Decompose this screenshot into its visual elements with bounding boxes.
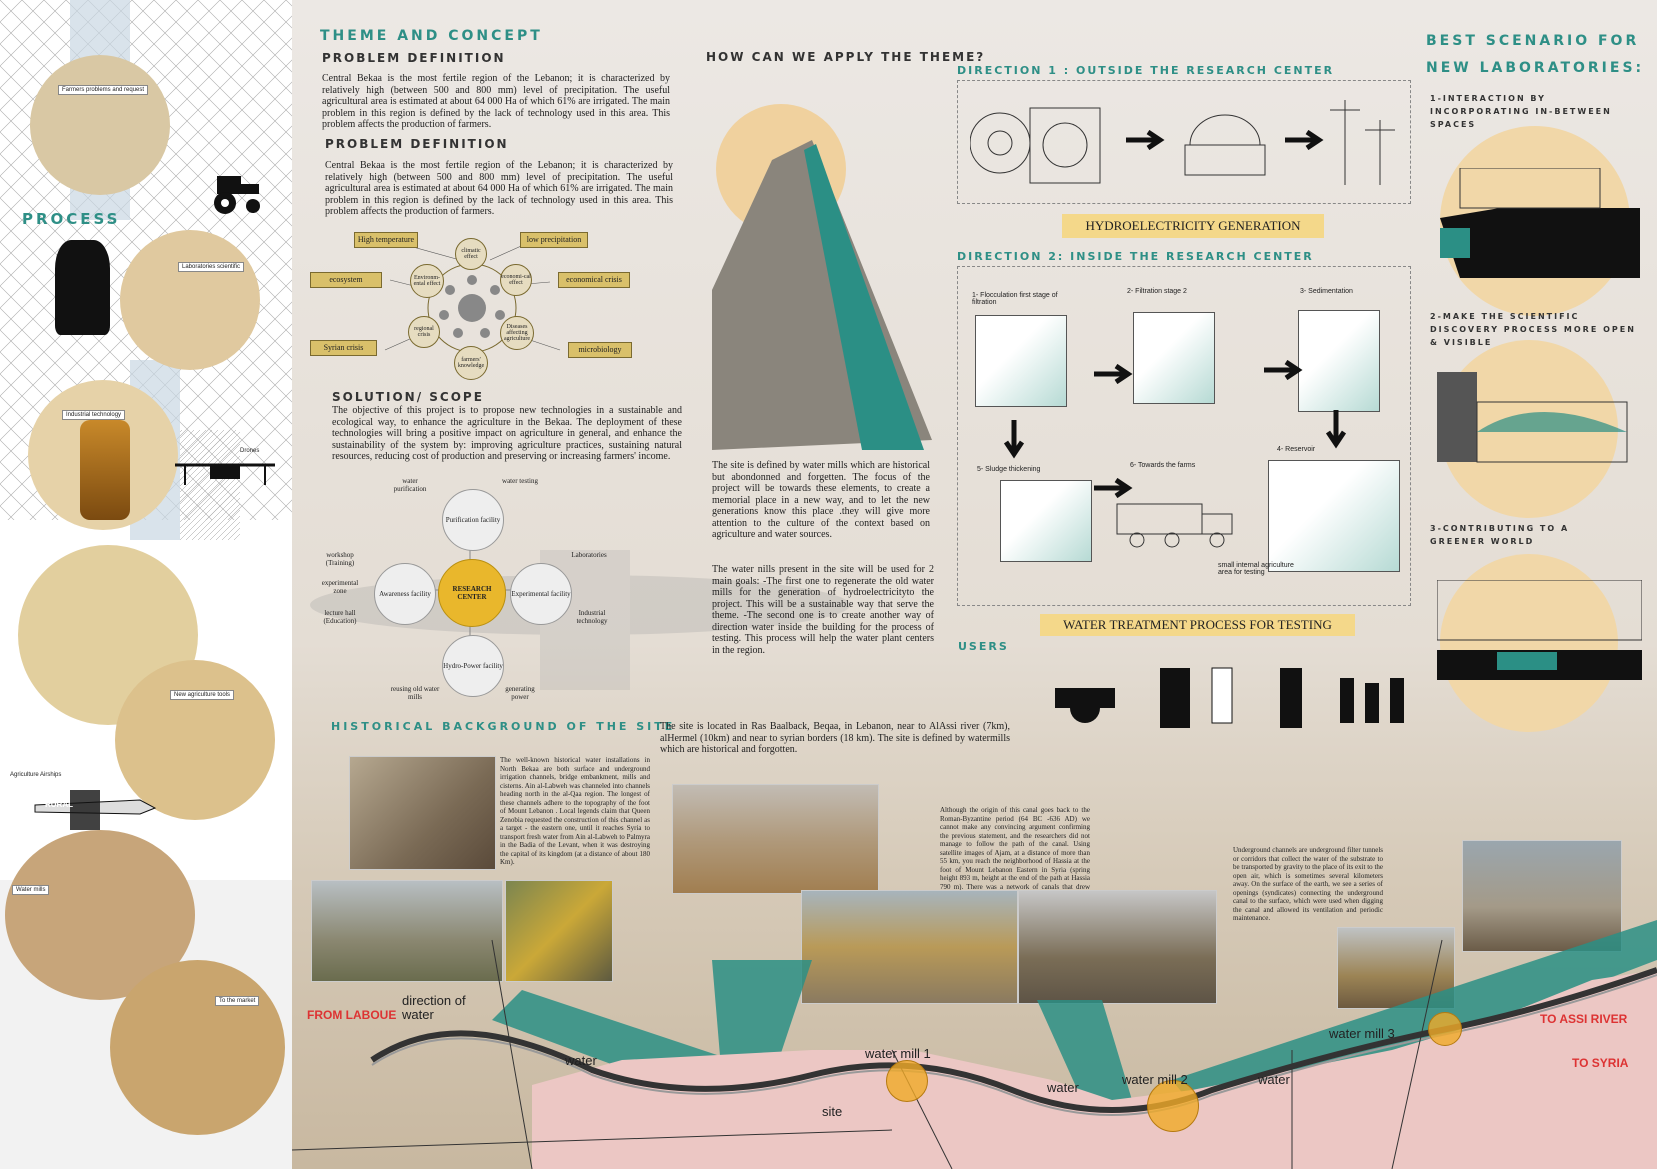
map-water2-label: water [1047,1080,1079,1095]
tag-farmers: Farmers problems and request [58,85,148,95]
generator-drawing [1180,105,1270,185]
problem2-text: Central Bekaa is the most fertile region of the Lebanon; it is characterized by relatively high (between 500 and 800 mm) level of precipitation. The useful agricultural area is estimated at about 64 000 Ha of which 61% are irrigated. The main problem in this region is defined by the lack of technology used in this area. This problem affects the production of farmers. [325,160,673,217]
pill-economical-crisis: economical crisis [558,272,630,288]
tank5 [1000,480,1092,562]
map-site-label: site [822,1104,843,1119]
scenario-item3: 3-CONTRIBUTING TO A GREENER WORLD [1430,524,1570,546]
map-to-syria-label: TO SYRIA [1572,1056,1629,1070]
step5-label: 5- Sludge thickening [977,466,1041,473]
map-to-assi-label: TO ASSI RIVER [1540,1012,1628,1026]
label-reusing-mills: reusing old water mills [390,685,440,701]
label-workshop: workshop (Training) [325,551,355,567]
arrow-step-1 [1094,364,1138,389]
label-laboratories: Laboratories [571,551,607,559]
apply-text2: The water nills present in the site will be used for 2 main goals: -The first one to regenerate the old water mills for the generation of hydroelectricityto the project. This will be a sustainable way that serve the theme. -The second one is to create another way of direction water inside the building for the process of testing. This process will help the water plant centers in the region. [712,564,934,656]
step3-label: 3- Sedimentation [1300,288,1353,295]
solution-title: SOLUTION/ SCOPE [332,390,484,404]
circle-lab [120,230,260,370]
step4-label: 4- Reservoir [1277,446,1316,453]
label-water-testing: water testing [502,477,538,485]
site-map [292,900,1657,1169]
node-climatic: climatic effect [455,238,487,270]
reservoir-drawing [1268,460,1400,572]
circle-farmers [30,55,170,195]
facility-awareness: Awareness facility [374,563,436,625]
problem-diagram [310,230,640,390]
arrow-step-2 [1264,360,1308,385]
problem1-text: Central Bekaa is the most fertile region of the Lebanon; it is characterized by relatively high (between 500 and 800 mm) level of precipitation. The useful agricultural area is estimated at about 64 000 Ha of which 61% are irrigated. The main problem in this region is defined by the lack of technology used in this area. This problem affects the production of farmers. [322,73,670,130]
node-environmental: Environm-ental effect [410,264,444,298]
theme-title: THEME AND CONCEPT [320,28,543,44]
label-generating-power: generating power [505,685,535,701]
power-pylon-drawing [1325,90,1400,190]
scenario-lab1 [1440,168,1640,278]
step6-label: 6- Towards the farms [1130,462,1196,469]
facility-hydro: Hydro-Power facility [442,635,504,697]
map-mill2-label: water mill 2 [1122,1072,1188,1087]
label-experimental-zone: experimental zone [321,579,359,595]
label-water-purification: water purification [393,477,427,493]
problem1-title: PROBLEM DEFINITION [322,51,506,65]
tag-water-mills: Water mills [12,885,49,895]
scenario-item1: 1-INTERACTION BY INCORPORATING IN-BETWEEN SPACES [1430,94,1612,129]
plane-label: RURAL [45,800,73,809]
tag-market: To the market [215,996,259,1006]
users-silhouettes [1040,648,1420,733]
pill-high-temp: High temperature [354,232,418,248]
node-diseases: Diseases affecting agriculture [500,316,534,350]
solution-text: The objective of this project is to propose new technologies in a sustainable and ecological way, to enhance the agriculture in the Bekaa. The deployment of these technologies will bring a positive impact on agriculture in general, and enhance the sustainability of the system by: improving agriculture practices, sustaining natural resources, reducing cost of production and preserving or increasing farmers' income. [332,405,682,462]
pill-low-precip: low precipitation [520,232,588,248]
facilities-diagram [320,475,620,715]
step7-label: small internal agriculture area for testing [1218,562,1294,576]
map-water3-label: water [1258,1072,1290,1087]
history-text-c: Underground channels are underground filter tunnels or corridors that collect the water of the substrate to be transported by gravity to the place of its exit to the open air, which is sometimes several kilometers away. On the surface of the earth, we see a series of openings (syndicates) connecting the underground canal to the surface, which were used when digging the canal and allowed its ventilation and periodic maintenance. [1233,846,1383,922]
hydro-banner: HYDROELECTRICITY GENERATION [1062,214,1324,238]
pill-ecosystem: ecosystem [310,272,382,288]
map-mill1-label: water mill 1 [865,1046,931,1061]
mill1-marker [886,1060,928,1102]
circle-market [110,960,285,1135]
water-treatment-banner: WATER TREATMENT PROCESS FOR TESTING [1040,614,1355,636]
node-regional: regional crisis [408,316,440,348]
facility-center: RESEARCH CENTER [438,559,506,627]
tank3 [1298,310,1380,412]
history-site-text: The site is located in Ras Baalback, Beqaa, in Lebanon, near to AlAssi river (7km), alHermel (10km) and near to syrian borders (18 km). The site is defined by watermills which are historical and forgotten. [660,721,1010,755]
turbine-drawing [970,88,1110,198]
label-lecture-hall: lecture hall (Education) [323,609,357,625]
users-title: USERS [958,640,1009,653]
scenario-item2: 2-MAKE THE SCIENTIFIC DISCOVERY PROCESS MORE OPEN & VISIBLE [1430,312,1636,347]
problem2-title: PROBLEM DEFINITION [325,137,509,151]
tag-airships: Agriculture Airships [10,772,62,778]
label-industrial: Industrial technology [576,609,608,625]
tank2 [1133,312,1215,404]
node-economical: economi-cal effect [500,264,532,296]
direction1-title: DIRECTION 1 : OUTSIDE THE RESEARCH CENTER [957,64,1335,77]
farmer-silhouette [55,240,110,335]
drone-icon [170,455,280,495]
arrow-right-2 [1285,130,1329,155]
arrow-down-1 [1004,420,1024,469]
arrow-right-1 [1126,130,1170,155]
scenario-title-line1: BEST SCENARIO FOR [1426,33,1640,49]
tractor-icon [205,170,265,215]
node-knowledge: farmers' knowledge [454,346,488,380]
tag-new-tools: New agriculture tools [170,690,234,700]
scenario-lab3 [1437,580,1642,710]
apply-title: HOW CAN WE APPLY THE THEME? [706,50,986,64]
truck-drawing [1112,494,1242,554]
history-text-b: Although the origin of this canal goes back to the Roman-Byzantine period (64 BC -636 AD) we cannot make any convincing argument confirming the previous statement, and the researchers did not manage to follow the path of the canal. Using satellite images of Ajam, at a distance of more than 55 km, you reach the neighborhood of Hassia at the foot of Mount Lebanon Eastern in Syria (spring height 893 m, height at the end of the path at Hassia 790 m). There was a network of canals that drew [940,806,1090,891]
facility-purification: Purification facility [442,489,504,551]
history-text-a: The well-known historical water installations in North Bekaa are both surface and underground irrigation channels, bridge embankment, mills and cisterns. Ain al-Labweh was channeled into channels heading north in the al-Qaa region. The longest of these channels adhere to the topography of the foot of Mount Lebanon . Local legends claim that Queen Zenobia requested the construction of this channel as a target - the eastern one, until it reaches Syria to transport fresh water from Ain al-Labweh to Palmyra in the Badia of the Levant, when it was destroying the capital of its kingdom (at a distance of about 180 Km). [500,756,650,866]
process-strip [0,0,292,1169]
photo-cave [349,756,496,870]
apply-text1: The site is defined by water mills which are historical but abondonned and forgetten. The focus of the project will be towards these elements, to create a memorial place in a new way, and to let the new generations know this place .they will give more attention to the culture of the context based on agriculture and water sources. [712,460,930,540]
pill-syrian-crisis: Syrian crisis [310,340,377,356]
step1-label: 1- Flocculation first stage of filtration [972,292,1058,306]
map-mill3-label: water mill 3 [1329,1026,1395,1041]
map-water1-label: water [565,1053,597,1068]
process-title: PROCESS [22,210,121,228]
photo-canal-field [672,784,879,894]
tag-industrial: Industrial technology [62,410,125,420]
map-direction-label: direction of water [402,993,466,1022]
canal-photo [712,140,932,450]
robot-arm [80,420,130,520]
mill2-marker [1147,1080,1199,1132]
scenario-title-line2: NEW LABORATORIES: [1426,60,1645,76]
pill-microbiology: microbiology [568,342,632,358]
map-from-label: FROM LABOUE [307,1008,397,1022]
mill3-marker [1428,1012,1462,1046]
scenario-lab2 [1437,372,1637,472]
tag-drones: Drones [240,448,260,454]
tank1 [975,315,1067,407]
direction2-title: DIRECTION 2: INSIDE THE RESEARCH CENTER [957,250,1314,263]
tag-lab: Laboratories scientific [178,262,244,272]
facility-experimental: Experimental facility [510,563,572,625]
step2-label: 2- Filtration stage 2 [1127,288,1187,295]
history-title: HISTORICAL BACKGROUND OF THE SITE [331,720,676,733]
